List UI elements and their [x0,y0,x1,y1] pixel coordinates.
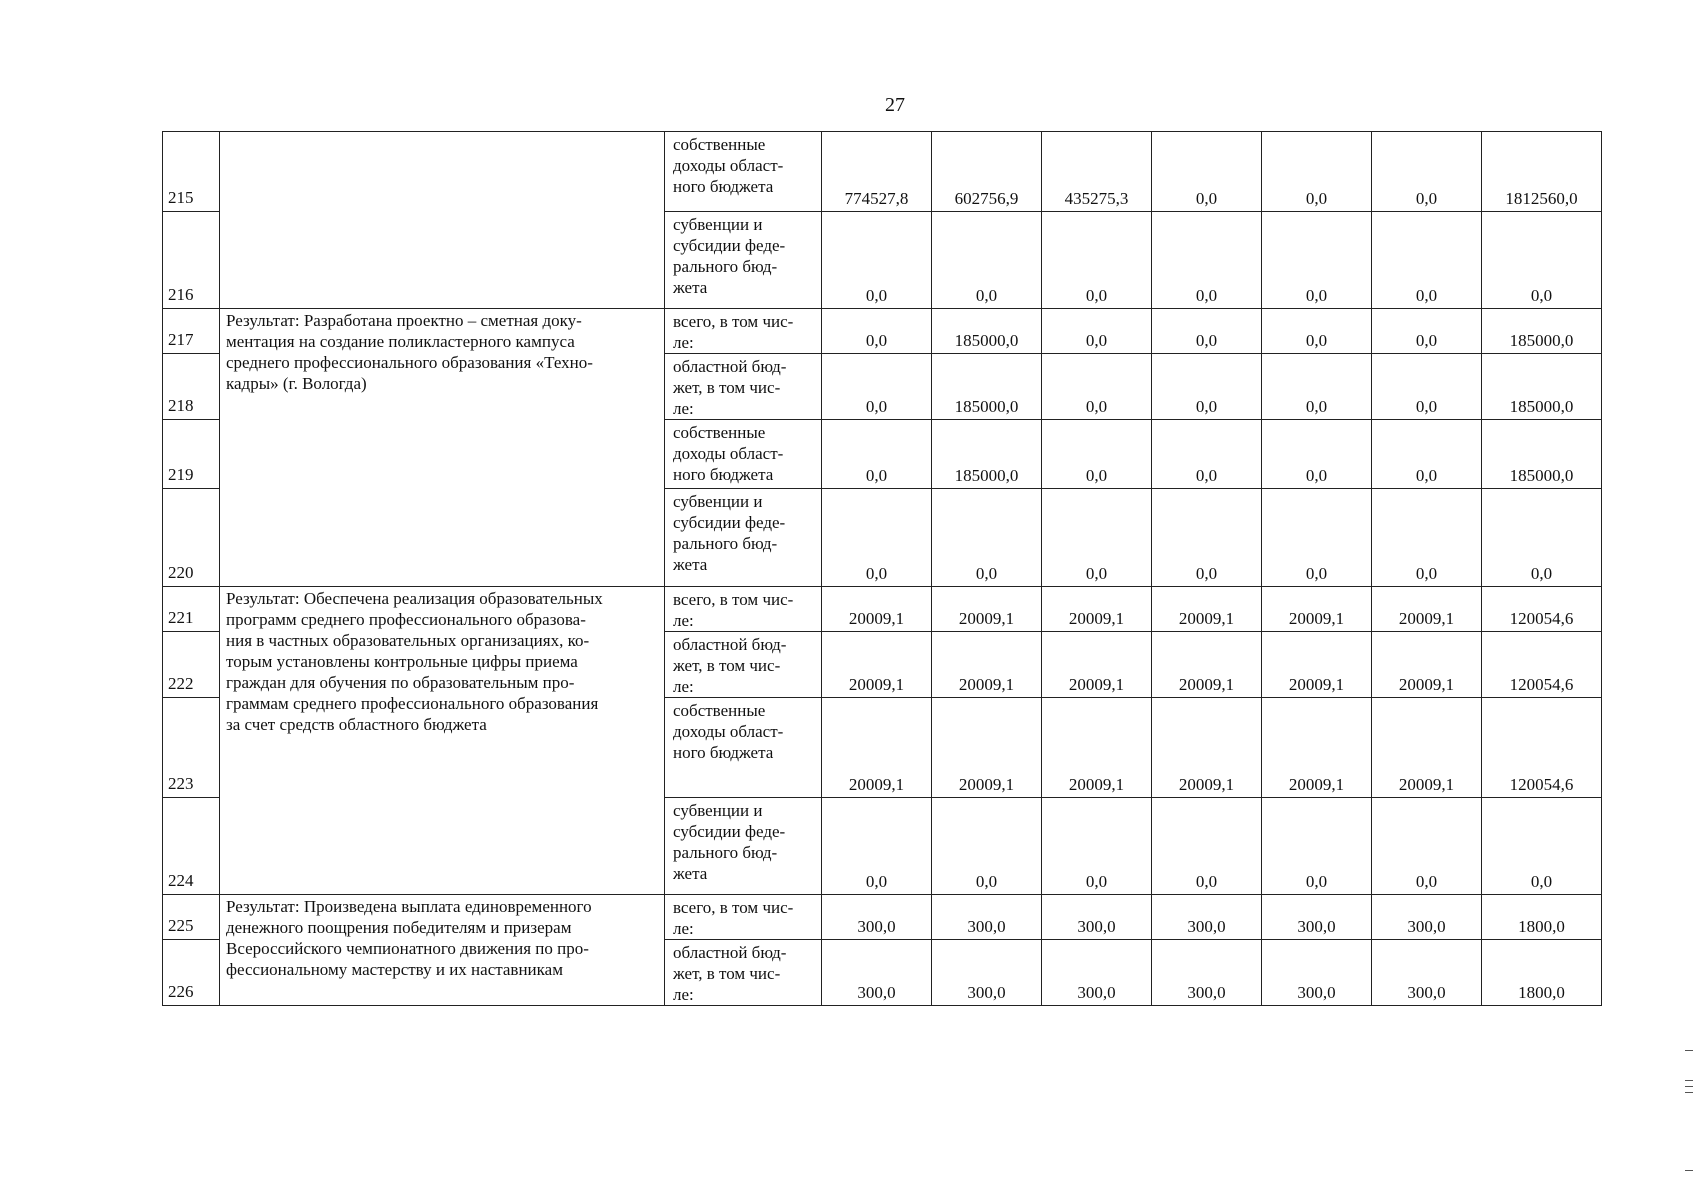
funding-source-line: доходы област- [673,444,784,463]
year-value: 0,0 [1042,354,1152,420]
result-description-line: Результат: Разработана проектно – сметная доку- [226,311,582,330]
funding-source-line: жет, в том чис- [673,656,781,675]
funding-source [665,212,822,309]
row-number: 226 [163,940,220,1006]
table-row [163,309,1602,354]
year-value: 20009,1 [1042,587,1152,632]
total-value: 0,0 [1482,489,1602,587]
total-value: 1812560,0 [1482,132,1602,212]
year-value: 185000,0 [932,420,1042,489]
row-number: 221 [163,587,220,632]
result-description-line: торым установлены контрольные цифры приема [226,652,578,671]
year-value: 0,0 [1152,798,1262,895]
year-value: 0,0 [1372,420,1482,489]
year-value: 300,0 [1372,895,1482,940]
funding-source-line: собственные [673,701,766,720]
year-value: 20009,1 [932,698,1042,798]
year-value: 20009,1 [822,698,932,798]
funding-source [665,798,822,895]
funding-source-line: рального бюд- [673,257,778,276]
result-description-line: ния в частных образовательных организациях, ко- [226,631,590,650]
year-value: 0,0 [1372,132,1482,212]
funding-source-line: жет, в том чис- [673,378,781,397]
year-value: 0,0 [822,489,932,587]
year-value: 0,0 [1152,132,1262,212]
total-value: 120054,6 [1482,587,1602,632]
funding-source-line: рального бюд- [673,843,778,862]
year-value: 0,0 [822,309,932,354]
funding-source-line: рального бюд- [673,534,778,553]
funding-source-line: ного бюджета [673,465,774,484]
budget-table [162,131,1602,1006]
row-number: 219 [163,420,220,489]
funding-source-line: жета [673,555,708,574]
year-value: 602756,9 [932,132,1042,212]
year-value: 0,0 [1372,309,1482,354]
result-description-line: Всероссийского чемпионатного движения по про- [226,939,589,958]
result-description-line: граждан для обучения по образовательным про- [226,673,575,692]
funding-source-line: субсидии феде- [673,513,786,532]
result-description-line: за счет средств областного бюджета [226,715,487,734]
row-number: 217 [163,309,220,354]
funding-source-line: жета [673,864,708,883]
row-number: 220 [163,489,220,587]
total-value: 1800,0 [1482,940,1602,1006]
year-value: 0,0 [822,420,932,489]
funding-source [665,940,822,1006]
year-value: 300,0 [1152,895,1262,940]
total-value: 0,0 [1482,798,1602,895]
year-value: 300,0 [822,940,932,1006]
funding-source-line: областной бюд- [673,357,787,376]
year-value: 20009,1 [822,587,932,632]
year-value: 435275,3 [1042,132,1152,212]
funding-source-line: ле: [673,919,694,938]
row-number: 222 [163,632,220,698]
year-value: 0,0 [932,489,1042,587]
result-description-line: фессиональному мастерству и их наставникам [226,960,563,979]
result-description-line: Результат: Обеспечена реализация образовательных [226,589,603,608]
funding-source [665,698,822,798]
year-value: 0,0 [1262,354,1372,420]
funding-source-line: субсидии феде- [673,822,786,841]
funding-source-line: всего, в том чис- [673,312,794,331]
year-value: 20009,1 [1152,698,1262,798]
result-description-line: среднего профессионального образования «Техно- [226,353,593,372]
result-description [220,587,665,895]
year-value: 20009,1 [1372,587,1482,632]
year-value: 300,0 [1262,940,1372,1006]
funding-source [665,587,822,632]
row-number: 223 [163,698,220,798]
year-value: 0,0 [1042,489,1152,587]
scan-edge-marks [1685,1050,1693,1190]
result-description-line: кадры» (г. Вологда) [226,374,367,393]
funding-source-line: субвенции и [673,492,763,511]
year-value: 0,0 [1152,489,1262,587]
total-value: 120054,6 [1482,632,1602,698]
page-number: 27 [885,94,905,116]
funding-source-line: жет, в том чис- [673,964,781,983]
funding-source-line: областной бюд- [673,635,787,654]
year-value: 20009,1 [932,632,1042,698]
year-value: 0,0 [822,798,932,895]
funding-source-line: ле: [673,611,694,630]
funding-source-line: субвенции и [673,801,763,820]
year-value: 300,0 [1042,940,1152,1006]
year-value: 20009,1 [1262,698,1372,798]
result-description-line: Результат: Произведена выплата единовременного [226,897,592,916]
result-description-line: программ среднего профессионального образова- [226,610,586,629]
result-description [220,309,665,587]
year-value: 185000,0 [932,354,1042,420]
total-value: 185000,0 [1482,309,1602,354]
result-description-line: денежного поощрения победителям и призерам [226,918,572,937]
funding-source-line: жета [673,278,708,297]
year-value: 20009,1 [822,632,932,698]
year-value: 0,0 [1262,212,1372,309]
year-value: 0,0 [822,212,932,309]
total-value: 185000,0 [1482,354,1602,420]
funding-source-line: всего, в том чис- [673,590,794,609]
year-value: 0,0 [1262,489,1372,587]
total-value: 120054,6 [1482,698,1602,798]
year-value: 0,0 [822,354,932,420]
year-value: 300,0 [1372,940,1482,1006]
year-value: 0,0 [1042,420,1152,489]
year-value: 20009,1 [932,587,1042,632]
funding-source-line: ле: [673,333,694,352]
year-value: 0,0 [1372,354,1482,420]
year-value: 0,0 [1262,798,1372,895]
funding-source-line: областной бюд- [673,943,787,962]
row-number: 218 [163,354,220,420]
table-row [163,132,1602,212]
year-value: 0,0 [1042,798,1152,895]
year-value: 20009,1 [1152,587,1262,632]
year-value: 20009,1 [1152,632,1262,698]
result-description-continued [220,132,665,309]
funding-source [665,354,822,420]
year-value: 300,0 [822,895,932,940]
funding-source-line: ле: [673,985,694,1004]
funding-source [665,132,822,212]
year-value: 0,0 [1152,420,1262,489]
year-value: 0,0 [932,798,1042,895]
funding-source-line: собственные [673,423,766,442]
funding-source-line: доходы област- [673,156,784,175]
funding-source-line: субсидии феде- [673,236,786,255]
year-value: 0,0 [1152,354,1262,420]
result-description [220,895,665,1006]
year-value: 0,0 [1042,212,1152,309]
year-value: 0,0 [1152,309,1262,354]
total-value: 185000,0 [1482,420,1602,489]
year-value: 0,0 [932,212,1042,309]
year-value: 20009,1 [1372,698,1482,798]
year-value: 185000,0 [932,309,1042,354]
funding-source-line: всего, в том чис- [673,898,794,917]
total-value: 0,0 [1482,212,1602,309]
funding-source [665,895,822,940]
funding-source-line: ного бюджета [673,743,774,762]
year-value: 20009,1 [1262,587,1372,632]
row-number: 224 [163,798,220,895]
year-value: 20009,1 [1042,698,1152,798]
year-value: 300,0 [1042,895,1152,940]
year-value: 300,0 [1262,895,1372,940]
year-value: 0,0 [1262,420,1372,489]
year-value: 300,0 [1152,940,1262,1006]
row-number: 216 [163,212,220,309]
year-value: 300,0 [932,940,1042,1006]
total-value: 1800,0 [1482,895,1602,940]
year-value: 20009,1 [1262,632,1372,698]
funding-source-line: собственные [673,135,766,154]
year-value: 300,0 [932,895,1042,940]
year-value: 0,0 [1262,309,1372,354]
funding-source-line: ле: [673,399,694,418]
funding-source-line: ле: [673,677,694,696]
table-row [163,587,1602,632]
funding-source [665,632,822,698]
row-number: 215 [163,132,220,212]
year-value: 0,0 [1152,212,1262,309]
funding-source-line: доходы област- [673,722,784,741]
year-value: 20009,1 [1372,632,1482,698]
year-value: 0,0 [1372,798,1482,895]
year-value: 0,0 [1372,489,1482,587]
funding-source [665,420,822,489]
funding-source-line: ного бюджета [673,177,774,196]
result-description-line: граммам среднего профессионального образования [226,694,599,713]
funding-source [665,489,822,587]
year-value: 0,0 [1372,212,1482,309]
year-value: 774527,8 [822,132,932,212]
funding-source-line: субвенции и [673,215,763,234]
result-description-line: ментация на создание поликластерного кампуса [226,332,575,351]
year-value: 20009,1 [1042,632,1152,698]
year-value: 0,0 [1042,309,1152,354]
year-value: 0,0 [1262,132,1372,212]
table-row [163,895,1602,940]
row-number: 225 [163,895,220,940]
funding-source [665,309,822,354]
